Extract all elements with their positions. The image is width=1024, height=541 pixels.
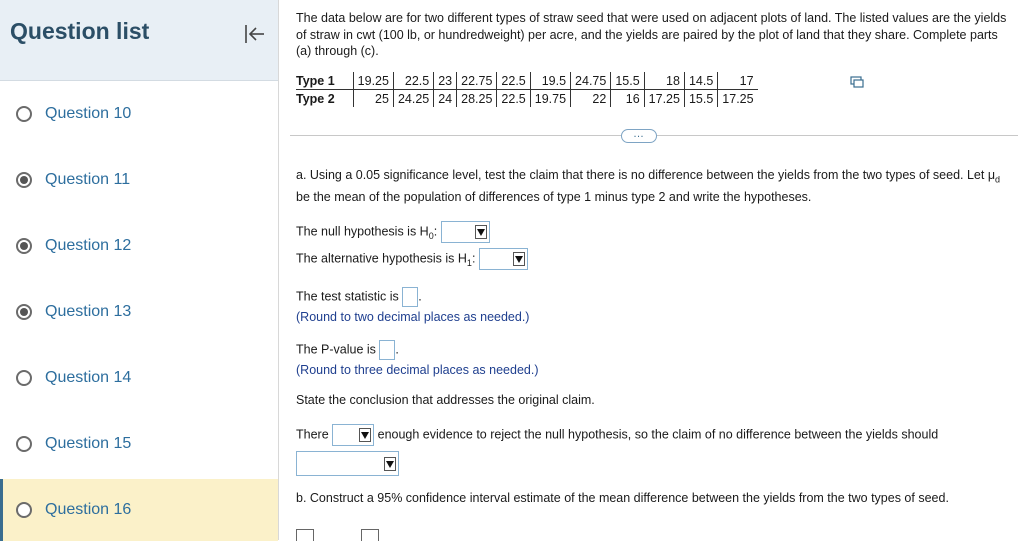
sidebar-item-label: Question 10 xyxy=(45,105,132,122)
alt-hypothesis-label: The alternative hypothesis is H xyxy=(296,251,467,266)
table-cell: 24.25 xyxy=(393,90,433,108)
interval-lower-input[interactable] xyxy=(296,529,314,541)
table-cell: 28.25 xyxy=(457,90,497,108)
sidebar-item-label: Question 16 xyxy=(45,501,132,518)
sidebar-item-question-10[interactable] xyxy=(0,83,278,145)
p-value-hint: (Round to three decimal places as needed.) xyxy=(296,363,539,377)
unanswered-status-icon xyxy=(16,106,32,122)
table-cell: 15.5 xyxy=(611,72,644,90)
table-cell: 14.5 xyxy=(684,72,717,90)
table-cell: 22.5 xyxy=(497,72,530,90)
colon: : xyxy=(471,251,476,266)
alt-hypothesis-row xyxy=(296,248,528,272)
table-cell: 17.25 xyxy=(644,90,684,108)
sidebar-item-label: Question 11 xyxy=(45,171,131,188)
chevron-down-icon xyxy=(475,225,487,239)
collapse-sidebar-icon[interactable] xyxy=(240,20,268,48)
part-b-prompt: b. Construct a 95% confidence interval estimate of the mean difference between the yields from the two types of seed. xyxy=(296,491,949,505)
sidebar-item-question-12[interactable] xyxy=(0,215,278,277)
question-list-sidebar xyxy=(0,0,279,540)
table-cell: 17.25 xyxy=(718,90,758,108)
unanswered-status-icon xyxy=(16,502,32,518)
confidence-interval-row xyxy=(296,523,379,541)
sidebar-item-question-11[interactable] xyxy=(0,149,278,211)
table-cell: 16 xyxy=(611,90,644,108)
unanswered-status-icon xyxy=(16,436,32,452)
table-cell: 18 xyxy=(644,72,684,90)
test-statistic-input[interactable] xyxy=(402,287,418,307)
part-a-prompt xyxy=(296,167,1008,206)
period: . xyxy=(418,289,422,304)
table-row-type-2 xyxy=(296,90,758,108)
table-cell: 24.75 xyxy=(571,72,611,90)
table-cell: 17 xyxy=(718,72,758,90)
sidebar-item-question-16[interactable] xyxy=(0,479,278,541)
prompt-subscript: d xyxy=(995,174,1001,185)
null-hypothesis-dropdown[interactable] xyxy=(441,221,490,243)
partial-status-icon xyxy=(16,304,32,320)
table-cell: 15.5 xyxy=(684,90,717,108)
conclusion-text: enough evidence to reject the null hypothesis, so the claim of no difference between the yields should xyxy=(377,427,939,442)
conclusion-row xyxy=(296,424,1012,446)
null-hypothesis-row xyxy=(296,221,490,245)
copy-data-icon[interactable] xyxy=(850,76,864,88)
sidebar-item-label: Question 14 xyxy=(45,369,132,386)
alt-subscript: 1 xyxy=(466,257,472,268)
sidebar-item-label: Question 12 xyxy=(45,237,132,254)
data-table xyxy=(296,72,758,107)
null-hypothesis-label: The null hypothesis is H xyxy=(296,224,429,239)
unanswered-status-icon xyxy=(16,370,32,386)
question-panel xyxy=(280,0,1024,540)
conclusion-row-2 xyxy=(296,451,399,476)
null-subscript: 0 xyxy=(428,230,434,241)
table-cell: 22.5 xyxy=(497,90,530,108)
row-header: Type 2 xyxy=(296,91,335,106)
conclusion-prompt: State the conclusion that addresses the original claim. xyxy=(296,393,595,407)
table-cell: 19.25 xyxy=(353,72,393,90)
p-value-label: The P-value is xyxy=(296,342,376,357)
partial-status-icon xyxy=(16,238,32,254)
sidebar-item-question-14[interactable] xyxy=(0,347,278,409)
table-cell: 22 xyxy=(571,90,611,108)
claim-decision-dropdown[interactable] xyxy=(296,451,399,476)
test-statistic-hint: (Round to two decimal places as needed.) xyxy=(296,310,530,324)
table-cell: 22.5 xyxy=(393,72,433,90)
alt-hypothesis-dropdown[interactable] xyxy=(479,248,528,270)
evidence-dropdown[interactable] xyxy=(332,424,374,446)
table-cell: 24 xyxy=(434,90,457,108)
sidebar-item-label: Question 13 xyxy=(45,303,132,320)
table-cell: 23 xyxy=(434,72,457,90)
colon: : xyxy=(433,224,438,239)
test-statistic-label: The test statistic is xyxy=(296,289,399,304)
table-cell: 19.75 xyxy=(530,90,570,108)
interval-upper-input[interactable] xyxy=(361,529,379,541)
p-value-input[interactable] xyxy=(379,340,395,360)
p-value-row xyxy=(296,340,399,360)
test-statistic-row xyxy=(296,287,422,307)
sidebar-header xyxy=(0,0,278,81)
sidebar-item-question-13[interactable] xyxy=(0,281,278,343)
sidebar-title: Question list xyxy=(10,18,150,44)
prompt-text: a. Using a 0.05 significance level, test the claim that there is no difference between the yields from the two types of seed. Let μ xyxy=(296,168,996,182)
chevron-down-icon xyxy=(513,252,525,266)
sidebar-item-question-15[interactable] xyxy=(0,413,278,475)
table-row-type-1 xyxy=(296,72,758,90)
period: . xyxy=(395,342,399,357)
there-label: There xyxy=(296,427,329,442)
expand-more-button[interactable]: … xyxy=(621,129,657,143)
chevron-down-icon xyxy=(384,457,396,471)
chevron-down-icon xyxy=(359,428,371,442)
table-cell: 22.75 xyxy=(457,72,497,90)
sidebar-item-label: Question 15 xyxy=(45,435,132,452)
prompt-text: be the mean of the population of differences of type 1 minus type 2 and write the hypotheses. xyxy=(296,189,812,204)
row-header: Type 1 xyxy=(296,72,353,90)
question-intro: The data below are for two different types of straw seed that were used on adjacent plots of land. The listed values are the yields of straw in cwt (100 lb, or hundredweight) per acre, and the yields are paired by the plot of land that they share. Complete parts (a) through (c). xyxy=(296,11,1007,58)
table-cell: 25 xyxy=(353,90,393,108)
partial-status-icon xyxy=(16,172,32,188)
table-cell: 19.5 xyxy=(530,72,570,90)
